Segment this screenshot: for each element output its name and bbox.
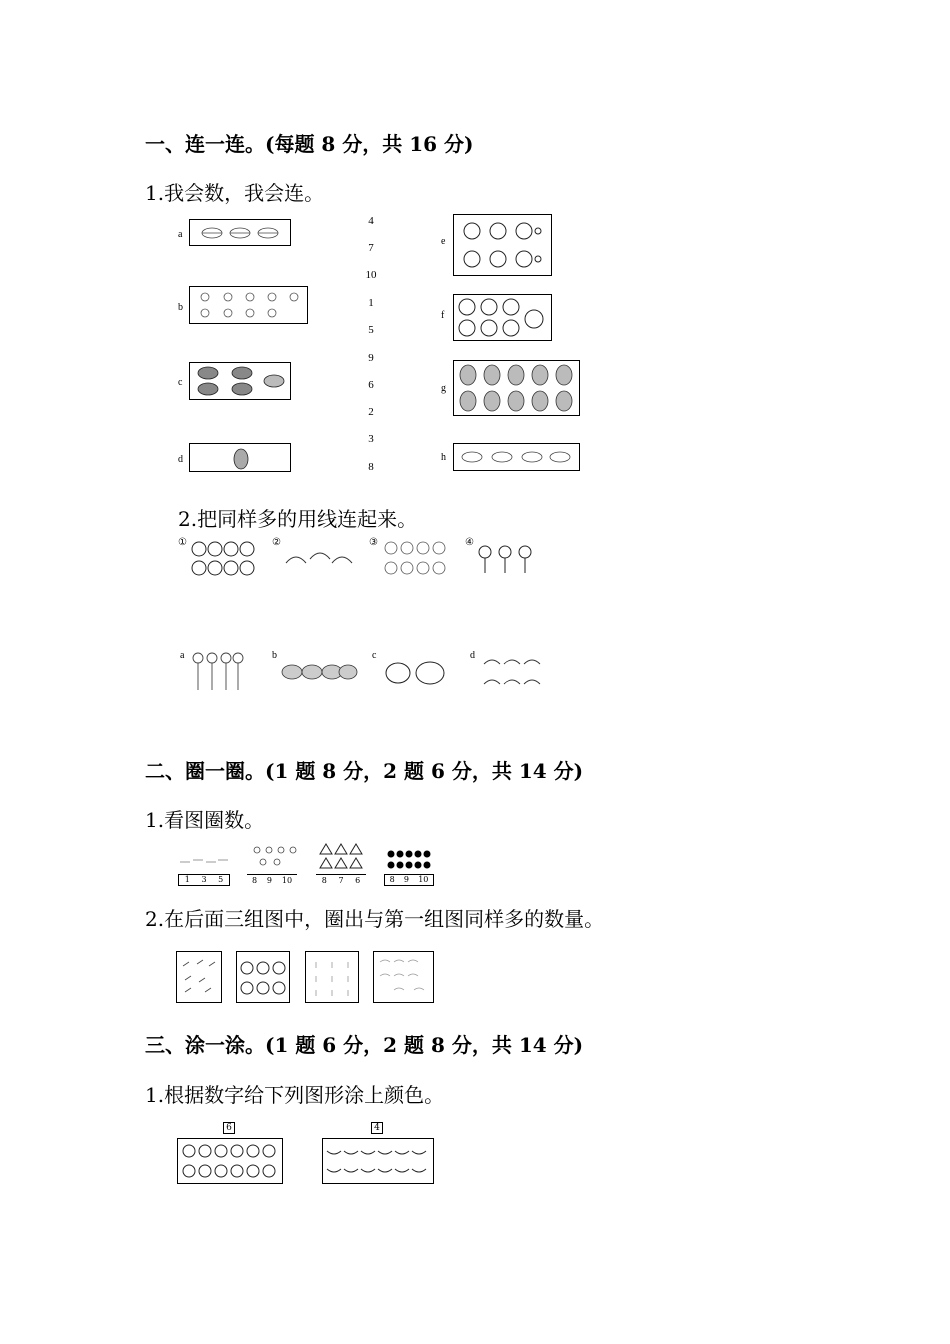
section-1-heading: 一、连一连。(每题 8 分，共 16 分) bbox=[145, 132, 474, 156]
soccer-balls-icon bbox=[190, 540, 256, 578]
tulips-icon bbox=[190, 650, 246, 692]
number-item: 1 bbox=[368, 297, 374, 309]
label-a: a bbox=[178, 229, 183, 240]
option-number[interactable]: 10 bbox=[281, 876, 293, 885]
option-number[interactable]: 7 bbox=[338, 876, 344, 885]
banana-outlines-icon bbox=[323, 1139, 433, 1183]
option-number[interactable]: 1 bbox=[184, 875, 190, 884]
birds-flying-icon bbox=[284, 545, 354, 573]
picture-box-c bbox=[189, 362, 291, 400]
option-row-4 bbox=[384, 874, 434, 886]
label-d: d bbox=[178, 454, 183, 465]
triangles-icon bbox=[318, 842, 364, 872]
picture-group-1[interactable] bbox=[176, 951, 222, 1003]
grapes-icon bbox=[190, 287, 307, 323]
section-3-heading: 三、涂一涂。(1 题 6 分，2 题 8 分，共 14 分) bbox=[145, 1033, 584, 1057]
number-item: 5 bbox=[368, 324, 374, 336]
black-dots-icon bbox=[386, 849, 432, 871]
option-number[interactable]: 9 bbox=[266, 876, 272, 885]
picture-group-4[interactable] bbox=[373, 951, 434, 1003]
question-1-1: 1.我会数，我会连。 bbox=[145, 181, 325, 205]
picture-box-e bbox=[453, 214, 552, 276]
bananas-to-color[interactable] bbox=[322, 1138, 434, 1184]
hedgehogs-icon bbox=[280, 660, 358, 684]
apples-to-color[interactable] bbox=[177, 1138, 283, 1184]
apple-outlines-icon bbox=[178, 1139, 282, 1183]
bottom-label-b: b bbox=[272, 650, 277, 661]
leaves-icon bbox=[190, 220, 290, 245]
number-box-1: 6 bbox=[223, 1122, 235, 1134]
top-label-1: ① bbox=[178, 537, 187, 548]
number-item: 2 bbox=[368, 406, 374, 418]
small-insects-icon bbox=[249, 844, 299, 870]
question-2-2: 2.在后面三组图中，圈出与第一组图同样多的数量。 bbox=[145, 907, 605, 931]
label-c: c bbox=[178, 377, 183, 388]
top-label-2: ② bbox=[272, 537, 281, 548]
question-1-2: 2.把同样多的用线连起来。 bbox=[178, 507, 418, 531]
birds-icon bbox=[454, 215, 551, 275]
option-number[interactable]: 8 bbox=[389, 875, 395, 884]
small-fish-icon bbox=[178, 852, 230, 870]
label-b: b bbox=[178, 302, 183, 313]
number-box-2: 4 bbox=[371, 1122, 383, 1134]
top-label-4: ④ bbox=[465, 537, 474, 548]
option-row-1 bbox=[178, 874, 230, 886]
picture-box-a bbox=[189, 219, 291, 246]
picture-box-d bbox=[189, 443, 291, 472]
pineapple-icon bbox=[190, 444, 290, 471]
number-item: 6 bbox=[368, 379, 374, 391]
trees-icon bbox=[382, 540, 448, 578]
question-2-1: 1.看图圈数。 bbox=[145, 808, 265, 832]
option-number[interactable]: 3 bbox=[201, 875, 207, 884]
picture-box-f bbox=[453, 294, 552, 341]
number-item: 9 bbox=[368, 352, 374, 364]
number-item: 10 bbox=[365, 269, 377, 281]
option-row-2 bbox=[247, 874, 297, 887]
option-number[interactable]: 10 bbox=[418, 875, 429, 884]
question-3-1: 1.根据数字给下列图形涂上颜色。 bbox=[145, 1083, 445, 1107]
leaf-branches-icon bbox=[454, 444, 579, 470]
picture-box-b bbox=[189, 286, 308, 324]
top-label-3: ③ bbox=[369, 537, 378, 548]
picture-group-2[interactable] bbox=[236, 951, 290, 1003]
option-number[interactable]: 9 bbox=[403, 875, 409, 884]
number-item: 3 bbox=[368, 433, 374, 445]
ducks-icon bbox=[482, 652, 542, 692]
option-number[interactable]: 5 bbox=[218, 875, 224, 884]
number-item: 4 bbox=[368, 215, 374, 227]
picture-box-h bbox=[453, 443, 580, 471]
bottom-label-a: a bbox=[180, 650, 185, 661]
picture-group-3[interactable] bbox=[305, 951, 359, 1003]
apples-icon bbox=[454, 295, 551, 340]
cabbages-icon bbox=[454, 361, 579, 415]
watermelons-icon bbox=[190, 363, 290, 399]
picture-box-g bbox=[453, 360, 580, 416]
number-item: 7 bbox=[368, 242, 374, 254]
faint-birds-icon bbox=[374, 952, 433, 1002]
label-e: e bbox=[441, 236, 446, 247]
label-g: g bbox=[441, 383, 446, 394]
section-2-heading: 二、圈一圈。(1 题 8 分，2 题 6 分，共 14 分) bbox=[145, 759, 584, 783]
label-h: h bbox=[441, 452, 446, 463]
number-item: 8 bbox=[368, 461, 374, 473]
sprouts-icon bbox=[306, 952, 358, 1002]
option-row-3 bbox=[316, 874, 366, 887]
option-number[interactable]: 8 bbox=[251, 876, 258, 885]
small-birds-icon bbox=[177, 952, 221, 1002]
balls-icon bbox=[237, 952, 289, 1002]
rabbits-icon bbox=[382, 656, 448, 686]
option-number[interactable]: 8 bbox=[321, 876, 327, 885]
label-f: f bbox=[441, 310, 445, 321]
bottom-label-d: d bbox=[470, 650, 475, 661]
flowers-icon bbox=[475, 543, 535, 575]
option-number[interactable]: 6 bbox=[355, 876, 361, 885]
bottom-label-c: c bbox=[372, 650, 377, 661]
